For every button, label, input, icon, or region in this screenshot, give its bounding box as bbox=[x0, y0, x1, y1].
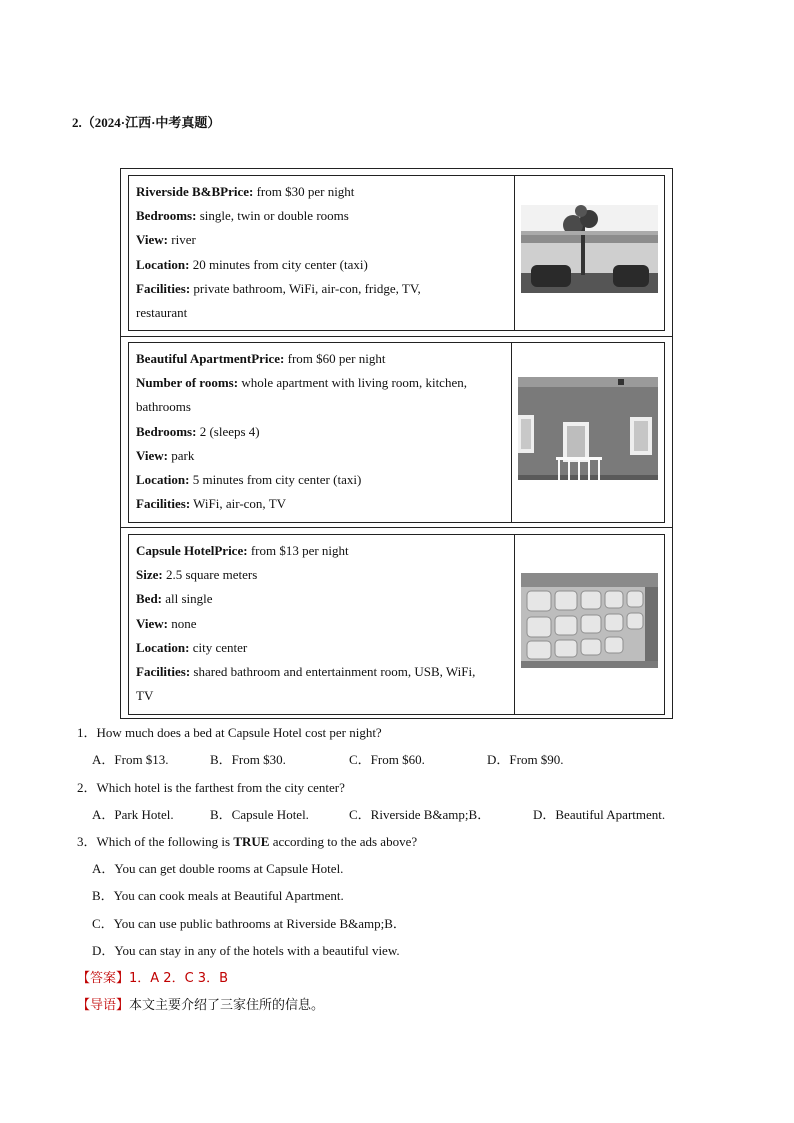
guide-text: 本文主要介绍了三家住所的信息。 bbox=[129, 998, 325, 1013]
q1-option-a: A．From $13. bbox=[92, 752, 169, 767]
field-continuation: bathrooms bbox=[136, 399, 191, 415]
ad-name: Capsule HotelPrice: bbox=[136, 543, 248, 558]
answer-text: 1．A 2．C 3．B bbox=[129, 971, 228, 986]
ad-apartment bbox=[128, 342, 665, 523]
field-label: Bedrooms: bbox=[136, 423, 197, 439]
q3-option-d: D．You can stay in any of the hotels with a beautiful view. bbox=[92, 943, 400, 958]
q2-option-c: C．Riverside B&amp;B． bbox=[349, 807, 491, 822]
question-3-pre: 3．Which of the following is bbox=[77, 834, 234, 849]
question-3-post: according to the ads above? bbox=[269, 834, 418, 849]
field-label: Bedrooms: bbox=[136, 208, 197, 224]
cell-divider bbox=[514, 176, 515, 330]
field-label: Facilities: bbox=[136, 280, 191, 296]
field-value: river bbox=[168, 232, 196, 248]
field-value: 5 minutes from city center (taxi) bbox=[189, 472, 362, 488]
field-value: 20 minutes from city center (taxi) bbox=[189, 256, 368, 272]
field-value: all single bbox=[162, 591, 213, 607]
guide-label: 【导语】 bbox=[77, 998, 130, 1013]
field-continuation: restaurant bbox=[136, 305, 188, 321]
q3-option-a: A．You can get double rooms at Capsule Hotel. bbox=[92, 861, 344, 876]
ad-riverside-text bbox=[136, 180, 421, 325]
q1-option-d: D．From $90. bbox=[487, 752, 564, 767]
apartment-building-photo bbox=[518, 377, 658, 480]
answer-line bbox=[77, 967, 228, 986]
field-label: Number of rooms: bbox=[136, 375, 239, 391]
field-label: View: bbox=[136, 615, 169, 631]
cell-divider bbox=[514, 535, 515, 714]
field-continuation: TV bbox=[136, 688, 154, 704]
q1-option-c: C．From $60. bbox=[349, 752, 425, 767]
guide-line bbox=[77, 994, 324, 1013]
field-label: Bed: bbox=[136, 591, 162, 607]
row-divider bbox=[121, 527, 672, 528]
field-value: WiFi, air-con, TV bbox=[190, 496, 287, 512]
field-value: 2 (sleeps 4) bbox=[196, 423, 260, 439]
q2-option-b: B．Capsule Hotel. bbox=[210, 807, 309, 822]
question-number-header: 2.（2024·江西·中考真题） bbox=[72, 115, 221, 130]
field-value: single, twin or double rooms bbox=[196, 208, 349, 224]
q1-option-b: B．From $30. bbox=[210, 752, 286, 767]
ads-table bbox=[120, 168, 673, 719]
field-label: View: bbox=[136, 447, 169, 463]
field-label: Location: bbox=[136, 472, 190, 488]
field-value: private bathroom, WiFi, air-con, fridge, TV, bbox=[190, 280, 421, 296]
field-value: park bbox=[168, 447, 195, 463]
ad-riverside bbox=[128, 175, 665, 331]
ad-capsule-text bbox=[136, 539, 475, 708]
ad-price: from $60 per night bbox=[284, 351, 386, 366]
question-1: 1．How much does a bed at Capsule Hotel cost per night? bbox=[77, 725, 382, 740]
field-value: 2.5 square meters bbox=[162, 567, 258, 583]
q3-option-b: B．You can cook meals at Beautiful Apartment. bbox=[92, 888, 344, 903]
ad-apartment-text bbox=[136, 347, 467, 516]
field-label: Location: bbox=[136, 639, 190, 655]
river-terrace-photo bbox=[521, 205, 658, 293]
field-label: Facilities: bbox=[136, 496, 191, 512]
ad-price: from $13 per night bbox=[247, 543, 349, 558]
field-label: Facilities: bbox=[136, 664, 191, 680]
ad-price: from $30 per night bbox=[253, 184, 355, 199]
question-3-emphasis: TRUE bbox=[233, 834, 270, 849]
field-label: Location: bbox=[136, 256, 190, 272]
field-label: Size: bbox=[136, 567, 163, 583]
field-value: whole apartment with living room, kitchen, bbox=[238, 375, 467, 391]
q2-option-d: D．Beautiful Apartment. bbox=[533, 807, 666, 822]
capsule-pods-photo bbox=[521, 573, 658, 668]
field-value: none bbox=[168, 615, 197, 631]
q2-option-a: A．Park Hotel. bbox=[92, 807, 174, 822]
ad-capsule bbox=[128, 534, 665, 715]
field-value: shared bathroom and entertainment room, USB, WiFi, bbox=[190, 664, 476, 680]
row-divider bbox=[121, 336, 672, 337]
question-3 bbox=[77, 831, 417, 850]
field-value: city center bbox=[189, 639, 248, 655]
question-2: 2．Which hotel is the farthest from the city center? bbox=[77, 780, 345, 795]
answer-label: 【答案】 bbox=[77, 971, 130, 986]
ad-name: Riverside B&BPrice: bbox=[136, 184, 254, 199]
q3-option-c: C．You can use public bathrooms at Riverside B&amp;B． bbox=[92, 916, 406, 931]
ad-name: Beautiful ApartmentPrice: bbox=[136, 351, 285, 366]
field-label: View: bbox=[136, 232, 169, 248]
cell-divider bbox=[511, 343, 512, 522]
